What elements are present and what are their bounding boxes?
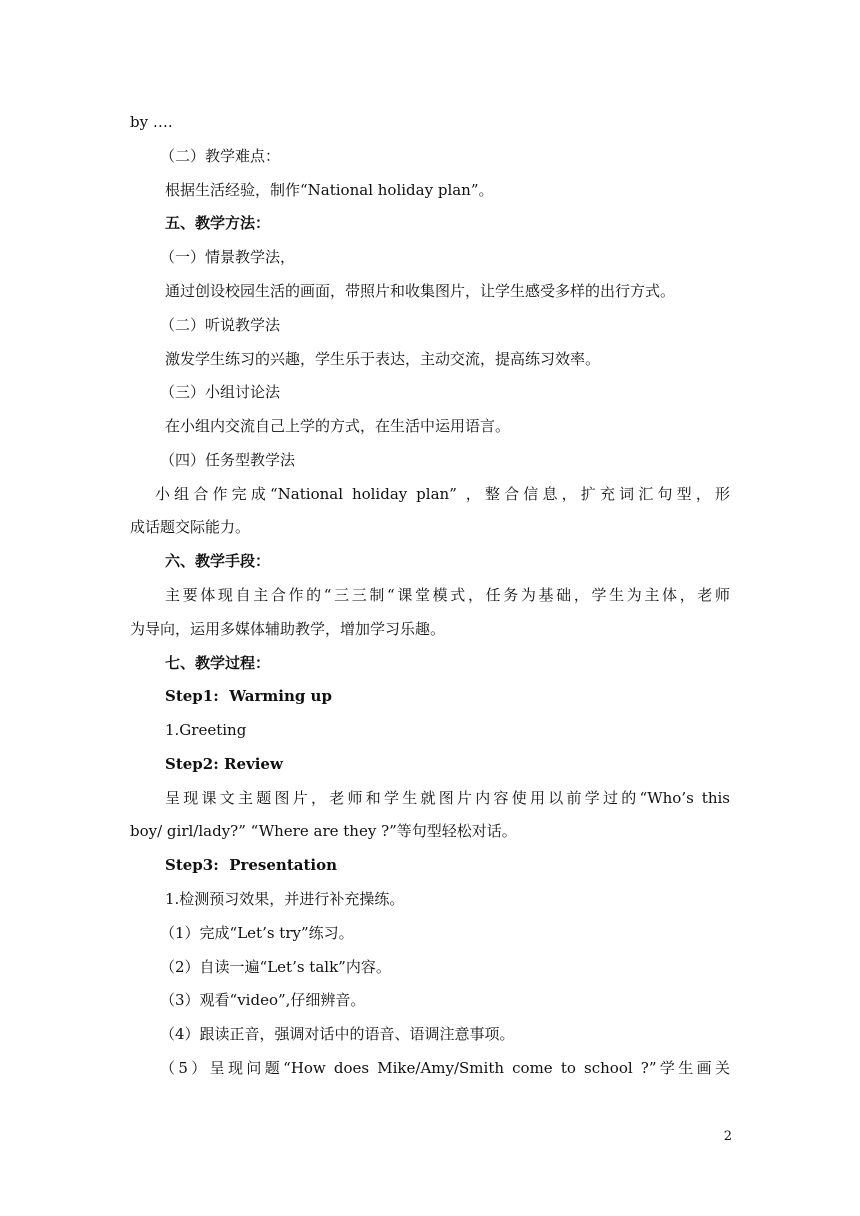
section-heading-process: 七、教学过程： <box>165 654 271 672</box>
text-line: 呈现课文主题图片，老师和学生就图片内容使用以前学过的“Who’s this <box>165 789 730 807</box>
list-item: （1）完成“Let’s try”练习。 <box>160 924 354 942</box>
text-line: 主要体现自主合作的“三三制“课堂模式，任务为基础，学生为主体，老师 <box>165 586 730 604</box>
text-line: 激发学生练习的兴趣，学生乐于表达，主动交流，提高练习效率。 <box>165 350 601 368</box>
text-line: 根据生活经验，制作“National holiday plan”。 <box>165 181 494 199</box>
page-number: 2 <box>723 1129 732 1144</box>
text-line: 在小组内交流自己上学的方式，在生活中运用语言。 <box>165 417 511 435</box>
text-line: 小组合作完成“National holiday plan” ，整合信息，扩充词汇句型，形 <box>155 485 730 503</box>
text-line: 通过创设校园生活的画面，带照片和收集图片，让学生感受多样的出行方式。 <box>165 282 676 300</box>
subheading-method-1: （一）情景教学法， <box>160 248 296 266</box>
list-item: （4）跟读正音，强调对话中的语音、语调注意事项。 <box>160 1025 515 1043</box>
section-heading-means: 六、教学手段： <box>165 552 271 570</box>
text-line: boy/ girl/lady?” “Where are they ?”等句型轻松对话。 <box>130 822 517 840</box>
subheading-method-3: （三）小组讨论法 <box>160 383 281 401</box>
subheading-method-4: （四）任务型教学法 <box>160 451 296 469</box>
text-line: 1.检测预习效果，并进行补充操练。 <box>165 890 405 908</box>
text-line: 为导向，运用多媒体辅助教学，增加学习乐趣。 <box>130 620 446 638</box>
step-heading-1: Step1: Warming up <box>165 687 332 705</box>
list-item: （2）自读一遍“Let’s talk”内容。 <box>160 958 391 976</box>
list-item: （3）观看“video”,仔细辨音。 <box>160 991 366 1009</box>
subheading-teaching-difficulty: （二）教学难点： <box>160 147 281 165</box>
text-line: 成话题交际能力。 <box>130 518 251 536</box>
list-item: （5）呈现问题“How does Mike/Amy/Smith come to school ?”学生画关 <box>160 1059 730 1077</box>
text-line: 1.Greeting <box>165 721 247 739</box>
section-heading-methods: 五、教学方法： <box>165 214 271 232</box>
text-line-continuation: by …. <box>130 113 173 131</box>
step-heading-2: Step2: Review <box>165 755 283 773</box>
subheading-method-2: （二）听说教学法 <box>160 316 281 334</box>
step-heading-3: Step3: Presentation <box>165 856 338 874</box>
